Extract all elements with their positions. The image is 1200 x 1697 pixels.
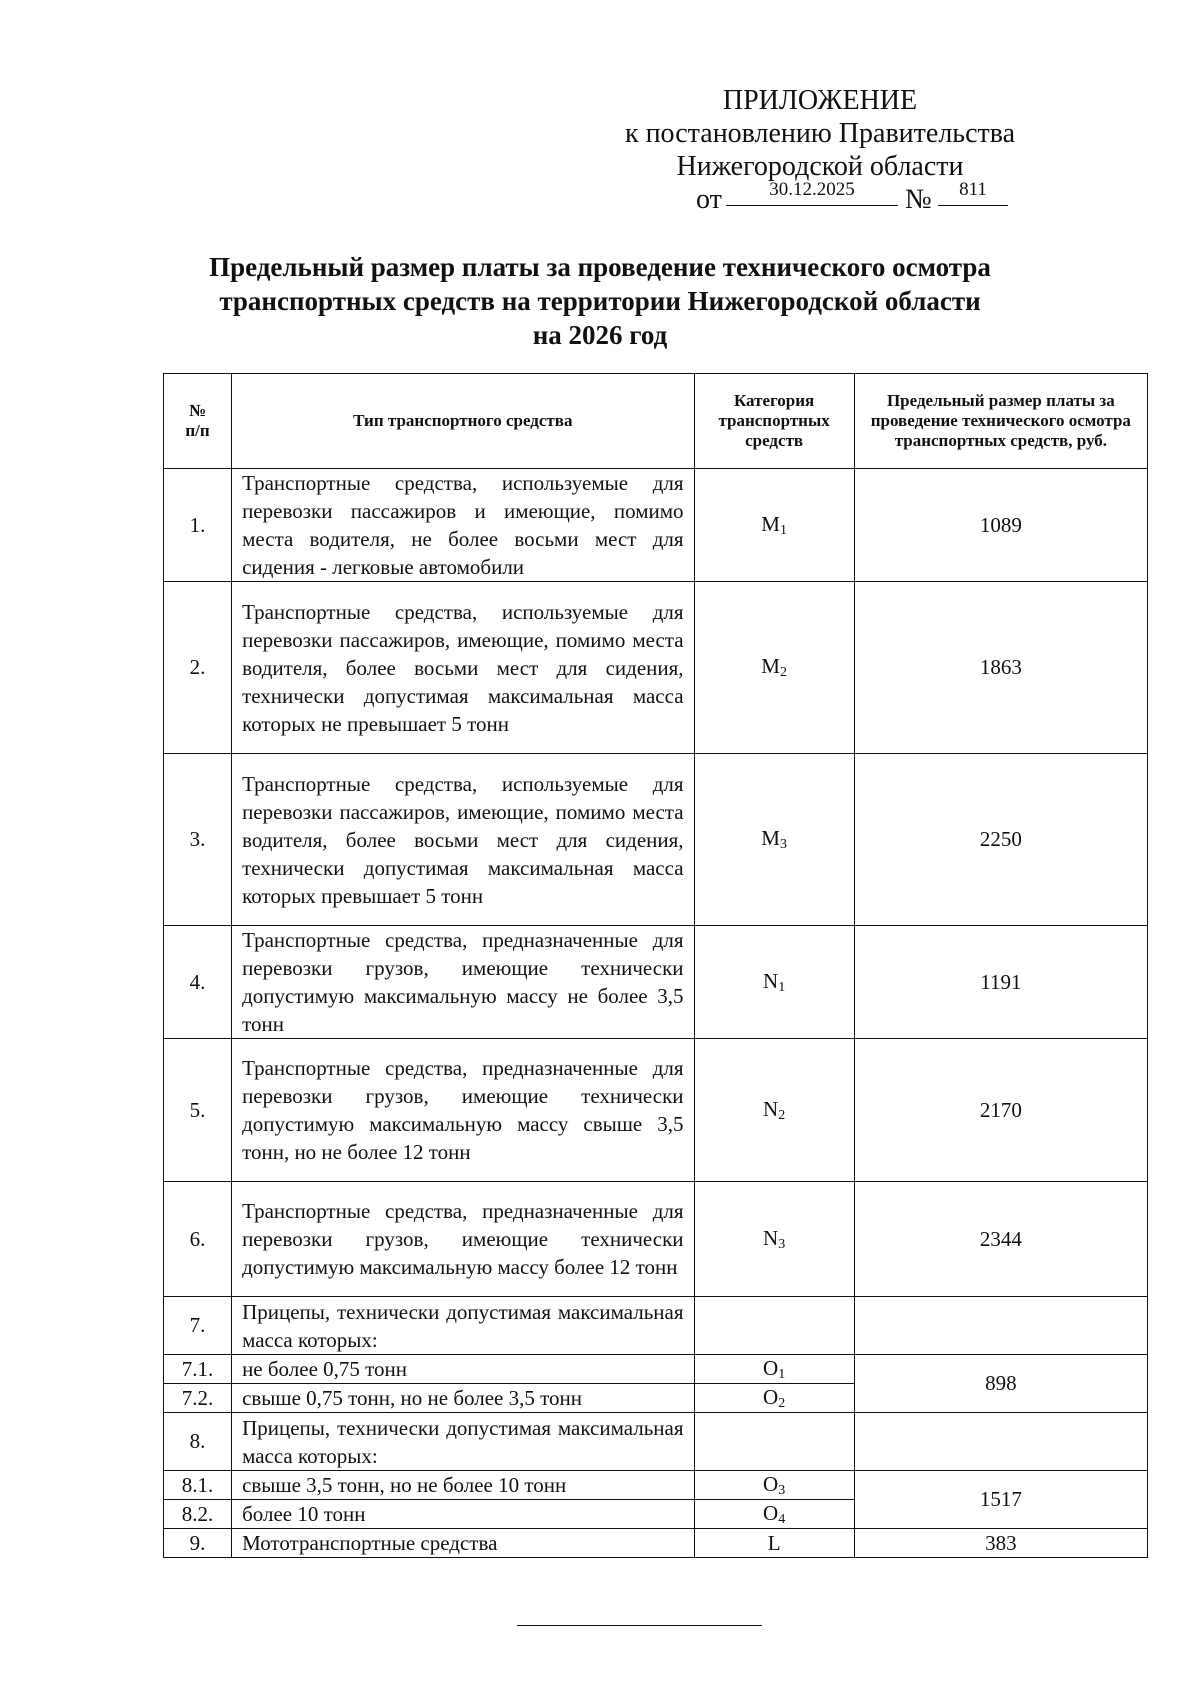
row-type: Мототранспортные средства [232, 1529, 694, 1558]
table-row [164, 1413, 1148, 1471]
number-label: № [905, 184, 932, 215]
row-type: свыше 3,5 тонн, но не более 10 тонн [232, 1471, 694, 1500]
row-num: 7.1. [164, 1355, 232, 1384]
row-category: L [694, 1529, 854, 1558]
appendix-decree: к постановлению Правительства [624, 118, 1016, 149]
title-line-1: Предельный размер платы за проведение технического осмотра [209, 252, 991, 282]
from-label: от [696, 184, 722, 215]
row-type: Транспортные средства, используемые для перевозки пассажиров, имеющие, помимо места водителя, более восьми мест для сидения, технически допустимая максимальная масса которых не превышает 5 тонн [232, 582, 694, 754]
row-num: 6. [164, 1182, 232, 1297]
row-type: Транспортные средства, используемые для перевозки пассажиров, имеющие, помимо места водителя, более восьми мест для сидения, технически допустимая максимальная масса которых превышает 5 тонн [232, 754, 694, 926]
row-fee: 898 [854, 1355, 1147, 1413]
row-fee: 1089 [854, 469, 1147, 582]
row-num: 2. [164, 582, 232, 754]
row-num: 5. [164, 1039, 232, 1182]
table-row [164, 1355, 1148, 1384]
appendix-label: ПРИЛОЖЕНИЕ [722, 85, 918, 116]
row-fee: 2250 [854, 754, 1147, 926]
row-num: 7.2. [164, 1384, 232, 1413]
row-category: $O_2$ [694, 1384, 854, 1413]
row-fee: 2170 [854, 1039, 1147, 1182]
table-row [164, 754, 1148, 926]
row-num: 1. [164, 469, 232, 582]
row-num: 8. [164, 1413, 232, 1471]
row-fee [854, 1297, 1147, 1355]
row-type: более 10 тонн [232, 1500, 694, 1529]
row-type: свыше 0,75 тонн, но не более 3,5 тонн [232, 1384, 694, 1413]
row-category: $M_3$ [694, 754, 854, 926]
footer-divider [517, 1625, 762, 1626]
table-row [164, 582, 1148, 754]
row-num: 8.2. [164, 1500, 232, 1529]
row-fee [854, 1413, 1147, 1471]
row-type: Транспортные средства, предназначенные для перевозки грузов, имеющие технически допустимую максимальную массу более 12 тонн [232, 1182, 694, 1297]
document-title [150, 250, 1050, 352]
row-fee: 383 [854, 1529, 1147, 1558]
row-fee: 2344 [854, 1182, 1147, 1297]
row-type: Транспортные средства, используемые для перевозки пассажиров и имеющие, помимо места водителя, не более восьми мест для сидения - легковые автомобили [232, 469, 694, 582]
row-num: 9. [164, 1529, 232, 1558]
row-type: Прицепы, технически допустимая максимальная масса которых: [232, 1297, 694, 1355]
table-row [164, 1039, 1148, 1182]
table-row [164, 1182, 1148, 1297]
row-num: 3. [164, 754, 232, 926]
row-type: Транспортные средства, предназначенные для перевозки грузов, имеющие технически допустимую максимальную массу не более 3,5 тонн [232, 926, 694, 1039]
table-row [164, 1529, 1148, 1558]
row-category: $O_3$ [694, 1471, 854, 1500]
appendix-header [620, 84, 1020, 219]
table-row [164, 469, 1148, 582]
row-type: не более 0,75 тонн [232, 1355, 694, 1384]
row-category: $N_3$ [694, 1182, 854, 1297]
row-category: $M_1$ [694, 469, 854, 582]
decree-date-line [620, 179, 1020, 219]
row-fee: 1863 [854, 582, 1147, 754]
table-row [164, 926, 1148, 1039]
title-line-3: на 2026 год [532, 320, 668, 350]
table-header-row [164, 374, 1148, 469]
row-type: Прицепы, технически допустимая максимальная масса которых: [232, 1413, 694, 1471]
row-category: $O_1$ [694, 1355, 854, 1384]
row-category [694, 1413, 854, 1471]
appendix-region: Нижегородской области [676, 151, 964, 182]
title-line-2: транспортных средств на территории Нижегородской области [219, 286, 981, 316]
row-category: $N_1$ [694, 926, 854, 1039]
table-row [164, 1297, 1148, 1355]
header-fee: Предельный размер платы за проведение технического осмотра транспортных средств, руб. [854, 374, 1147, 469]
header-category: Категория транспортных средств [694, 374, 854, 469]
row-fee: 1517 [854, 1471, 1147, 1529]
row-num: 8.1. [164, 1471, 232, 1500]
header-type: Тип транспортного средства [232, 374, 694, 469]
row-category: $N_2$ [694, 1039, 854, 1182]
row-fee: 1191 [854, 926, 1147, 1039]
row-category [694, 1297, 854, 1355]
decree-number: 811 [938, 175, 1008, 206]
fee-table [163, 373, 1148, 1558]
row-num: 7. [164, 1297, 232, 1355]
row-category: $M_2$ [694, 582, 854, 754]
table-row [164, 1471, 1148, 1500]
row-type: Транспортные средства, предназначенные для перевозки грузов, имеющие технически допустимую максимальную массу свыше 3,5 тонн, но не более 12 тонн [232, 1039, 694, 1182]
header-num: № п/п [164, 374, 232, 469]
row-num: 4. [164, 926, 232, 1039]
row-category: $O_4$ [694, 1500, 854, 1529]
decree-date: 30.12.2025 [726, 175, 898, 206]
